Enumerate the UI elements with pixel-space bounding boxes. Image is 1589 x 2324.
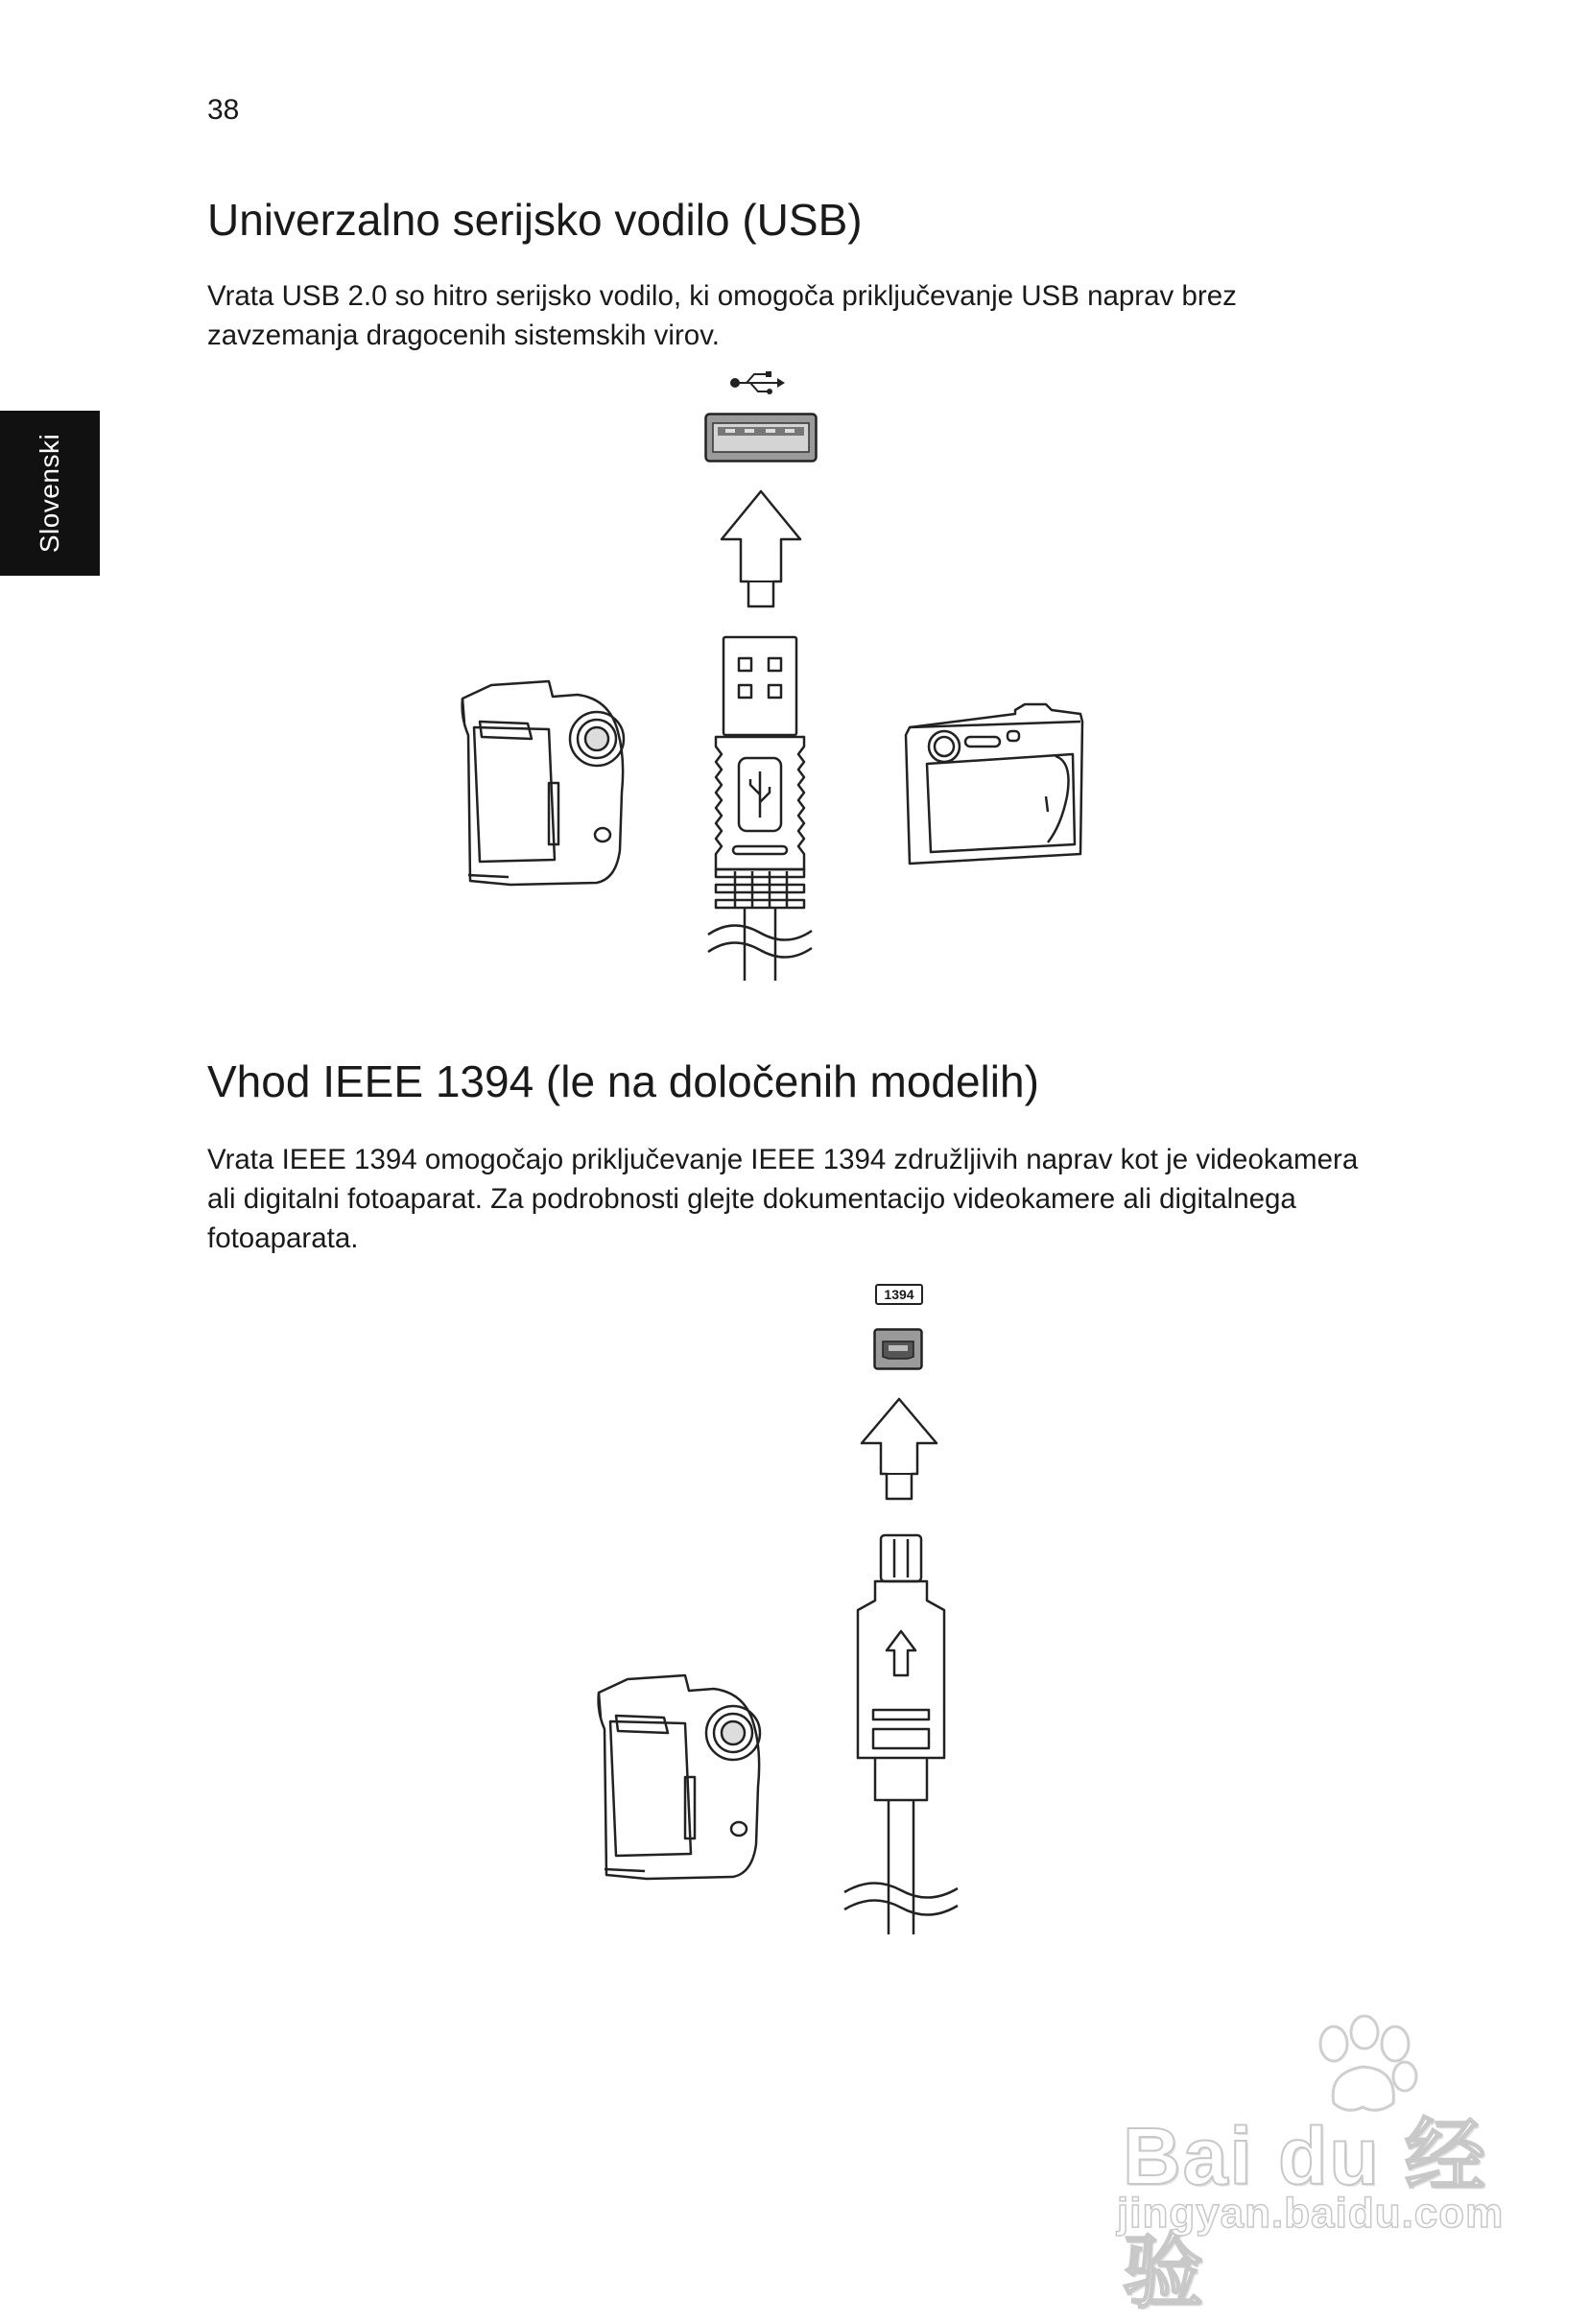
language-side-tab bbox=[0, 411, 100, 576]
ieee-section-title: Vhod IEEE 1394 (le na določenih modelih) bbox=[207, 1056, 1039, 1106]
up-arrow-icon bbox=[860, 1397, 938, 1501]
camcorder-icon bbox=[453, 677, 631, 890]
usb-symbol-icon bbox=[729, 368, 785, 397]
language-side-tab-label: Slovenski bbox=[35, 433, 64, 554]
page-number: 38 bbox=[207, 94, 240, 126]
baidu-watermark-url: jingyan.baidu.com bbox=[1117, 2190, 1505, 2237]
ieee-section-body: Vrata IEEE 1394 omogočajo priključevanje IEEE 1394 združljivih naprav kot je videokamera ali digitalni fotoaparat. Za podrobnosti glejte dokumentacijo videokamere ali digitalnega fotoaparata. bbox=[207, 1144, 1359, 1254]
baidu-watermark-logo: Bai du 经验 bbox=[1123, 2111, 1488, 2317]
ieee1394-port-label: 1394 bbox=[875, 1284, 923, 1305]
up-arrow-icon bbox=[720, 489, 802, 608]
usb-plug-icon bbox=[695, 629, 825, 983]
usb-section-body: Vrata USB 2.0 so hitro serijsko vodilo, ki omogoča priključevanje USB naprav brez zavzemanja dragocenih sistemskih virov. bbox=[207, 280, 1237, 351]
ieee1394-port-icon bbox=[873, 1328, 923, 1370]
ieee1394-plug-icon bbox=[841, 1531, 961, 1938]
usb-section-title: Univerzalno serijsko vodilo (USB) bbox=[207, 195, 863, 245]
baidu-watermark bbox=[1117, 2015, 1505, 2317]
digital-camera-icon bbox=[902, 700, 1090, 867]
camcorder-icon bbox=[589, 1672, 768, 1885]
usb-port-icon bbox=[704, 413, 818, 462]
